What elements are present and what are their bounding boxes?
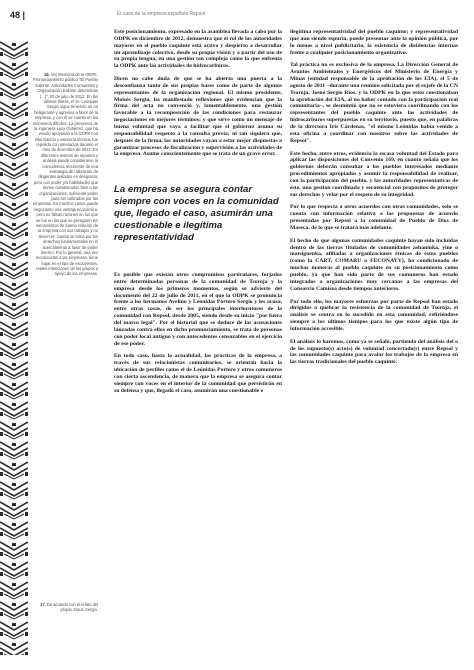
- paragraph: El análisis lo haremos, como ya se señaló, partiendo del análisis del o de los supuesto(s) acto(s) de voluntad concertado(s) entre Repsol y las comunidades caquinte para avalar los trabajos de la empresa en las tierras tradicionales del pueblo caquinte.: [290, 338, 458, 366]
- running-head: El caso de la empresa española Repsol: [117, 11, 206, 17]
- sidenote-number: 16.: [44, 72, 50, 77]
- decorative-pattern: [0, 40, 28, 655]
- paragraph: Es posible que existan otros compromisos particulares, forjados entre determinadas personas de la comunidad de Tsoroja y la empresa desde los primeros momentos, según se advierte del documento del 22 de julio de 2011, en el que la ODPK se pronuncia frente a los hermanos Avelino y Leónidas Portero Sergio y les acusa, entre otras cosas, de ser los principales interlocutores de la comunidad con Repsol, desde 2005, siendo desde su inicio "por fuera del marco legal". Por el historial que se deduce de las acusaciones lanzadas contra ellos en dicho pronunciamiento, se trata de personas con poder local antiguo y con antecedentes censurables en el ejercicio de ese poder.: [114, 272, 282, 347]
- paragraph: Por lo que respecta a otros acuerdos con otras comunidades, solo se cuenta con información relativa a las propuestas de acuerdo presentadas por Repsol a la comunidad de Pueblo de Dios de Maseca, de lo que se tratará más adelante.: [290, 204, 458, 231]
- sidenote-text: De acuerdo con el relato del propio Josué Sergio.: [46, 602, 98, 613]
- paragraph: Dicen no cabe duda de que se ha abierto una puerta a la desconfianza tanto de sus propias bases como de parte de algunos representantes de la organización regional. El mismo presidente, Moisés Sergio, ha manifestado reflexiones que evidencian que la firma del acta no convenció y, lamentablemente, una gestión favorable a la recomposición de las condiciones para restaurar negociaciones en mejores términos; y que sirve como un mensaje de buena voluntad que vaya a facilitar que el gobierno asuma su responsabilidad respecto a la consulta previa; ni tan siquiera que, después de la firma, las autoridades vayan a estar mejor dispuestas a garantizar procesos de fiscalización y supervisión a las actividades de la empresa. Asume conscientemente que se trata de un grave error.: [114, 76, 282, 158]
- text-column-left: [114, 29, 282, 400]
- paragraph: En todo caso, hasta la actualidad, las prácticas de la empresa, a través de sus relacionistas comunitarios, se orientan hacia la ubicación de perfiles como el de Leónidas Portero y otros comuneros con cierta ascendencia, de manera que la empresa se asegura contar siempre con voces en el interior de la comunidad que persistirán en su defensa y que, llegado el caso, asumirán una cuestionable e: [114, 353, 282, 394]
- sidenote-17: [32, 602, 98, 613]
- sidenote-number: 17.: [39, 602, 46, 607]
- paragraph: ilegítima representatividad del pueblo caquinte; y representatividad que aun siendo espuria, puede presentar ante la opinión pública, por lo menos a nivel publicitario, la existencia de disidencias internas frente a cualquier posicionamiento organizativo.: [290, 29, 458, 56]
- text-column-right: [290, 29, 458, 372]
- sidenote-16: [32, 72, 98, 277]
- paragraph: Este posicionamiento, expresado en la asamblea llevada a cabo por la ODPK en diciembre de 2012, demuestra que el rol de las autoridades mayores en el pueblo caquinte está activo y despierto a desarrollar un aprendizaje colectivo, desde su propia visión y a partir del uso de su propia lengua, en una gestión tan compleja como la que enfrenta la ODPK ante las actividades de hidrocarburos.: [114, 29, 282, 70]
- page-header: [10, 10, 464, 24]
- paragraph: Este hecho, entre otros, evidencia la escasa voluntad del Estado para aplicar las disposiciones del Convenio 169, en cuanto señala que los gobiernos deberán consultar a los pueblos interesados mediante procedimientos apropiados y asumir la responsabilidad de realizar, con la participación del pueblo, y las autoridades representativas de éste, una gestión coordinada y secuencial con propósitos de proteger sus derechos y velar por el respeto de su integridad.: [290, 150, 458, 198]
- paragraph: Por todo ello, los mayores esfuerzos por parte de Repsol han estado dirigidos a quebrar la resistencia de la comunidad de Tsoroja, el análisis se centra en lo sucedido en esta comunidad, refiriéndose siempre a los últimos tiempos para los que existe algún tipo de información accesible.: [290, 298, 458, 332]
- paragraph: Tal práctica no es exclusiva de la empresa. La Dirección General de Asuntos Ambientales y Energéticos del Ministerio de Energía y Minas (entidad responsable de la aprobación de los EIA), el 5 de agosto de 2011 –durante una reunión solicitada por el exjefe de la CN Tsoroja, Josué Sergio Ríos, y la ODPK en la que estos cuestionaban la aprobación del EIA, al no haber contado con la participación real comunitaria–, se desmintió que no se estuviera coordinando con los representantes del pueblo caquinte ante las actividades de hidrocarburos superpuestas en su territorio, puesto que, en palabras de la directora Iris Cárdenas, "el mismo Leónidas había venido a esta oficina a coordinar con nosotros sobre las actividades de Repsol".: [290, 62, 458, 144]
- paragraph: El hecho de que algunas comunidades caquinte hayan sido incluidas dentro de las tierras tituladas de comunidades ashaninka, yine o matsiguenka, afiliadas a organizaciones étnicas de estos pueblos (como la CART, COMARU o FECONAYY), ha condicionado de muchas maneras al pueblo caquinte en su posicionamiento como pueblo, ya que han sido parte de sus comuneros han estado integrados a organizaciones muy cercanas a las empresas del Consorcio Camisea desde tiempos anteriores.: [290, 237, 458, 292]
- pull-quote: La empresa se asegura contar siempre con voces en la comunidad que, llegado el caso, asumirán una cuestionable e ilegítima representatividad: [114, 184, 279, 244]
- page-number: 48 |: [10, 10, 26, 20]
- sidenote-text: Ver Memoria de la ODPK. Pronunciamiento público "El Pueblo Kakinte: Autoridades Comunales y Organización Kakinte determinan [...]", 20 de julio de 2012. En las últimas líneas, el Sr. Leónidas Sergio sigue teniendo un rol beligerante y agresivo a favor de la empresa, y con él se cuenta en los momentos difíciles. La presencia de la ingeniera Lucy Gutiérrez, que ha venido apoyando a la ODPK con información y asesoría técnica, fue repelida con amenazas durante el mes de diciembre de 2012. En diferentes testeos de reportes y análisis puede considerarse la coincidencia recurrente de una estrategia de utilización de dirigentes aislados en desgracia; pero con poder y/o habilidades que tienen cuestionados bien a las organizaciones, suficiente poder para ser utilizados por las empresas. En muchos casos puede negociarse una ventaja económica, pero no falsas razones en los que se fue en las que se persiguen los mecanismos de buena relación de la empresa con sus trabajos y no tienen en cuenta se toma por los derechos fundamentales en el acercamiento a favor de poder interno. Por lo general, una vez reconocidas a las empresas, tiene lugar en el tipo de excluyentes, reales intenciones de los grupos y apoyo de las empresas.: [32, 72, 98, 277]
